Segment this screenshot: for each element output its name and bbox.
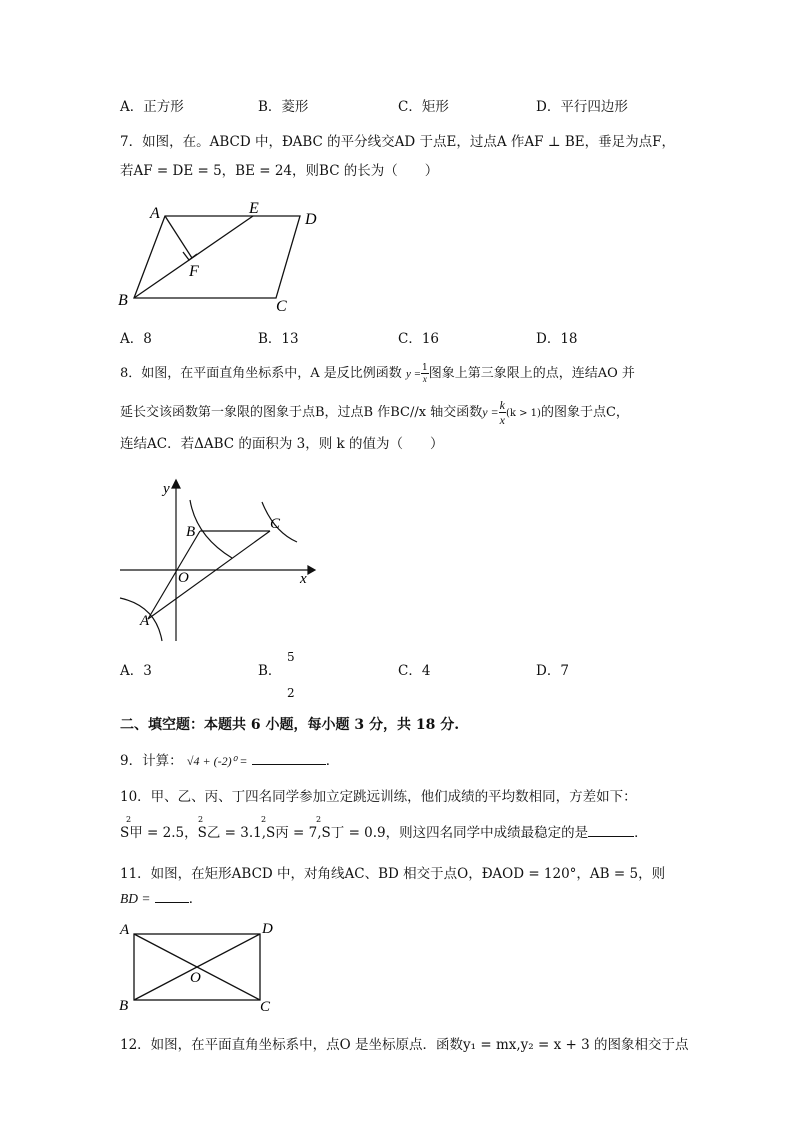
q8-text-2a: 延长交该函数第一象限的图象于点B，过点B 作BC//x 轴交函数 bbox=[120, 405, 483, 420]
q7-option-c: C．16 bbox=[398, 331, 440, 347]
q11-label-b: B bbox=[119, 998, 129, 1014]
q11-line-1: 11．如图，在矩形ABCD 中，对角线AC、BD 相交于点O，ÐAOD = 120°，AB = 5，则 bbox=[120, 866, 666, 882]
q7-option-b: B．13 bbox=[258, 331, 299, 347]
q8-frac1-den: x bbox=[422, 374, 427, 384]
q9-line bbox=[120, 751, 339, 771]
q8-frac2-cond: (k > 1) bbox=[505, 408, 541, 419]
q8-option-b: B． bbox=[258, 663, 282, 679]
q8-frac2-lhs: y = bbox=[482, 405, 499, 419]
q11-line-2 bbox=[120, 889, 202, 909]
q7-label-b: B bbox=[118, 292, 128, 309]
q8-frac1-num: 1 bbox=[422, 363, 428, 373]
q7-option-a: A．8 bbox=[120, 331, 152, 347]
q10-line-2 bbox=[120, 823, 648, 843]
q8-option-a: A．3 bbox=[120, 663, 152, 679]
q7-text-a: 7．如图，在 bbox=[120, 134, 197, 150]
q7-parallelogram-figure bbox=[112, 196, 342, 316]
q6-option-b: B．菱形 bbox=[258, 99, 309, 115]
q8-label-x: x bbox=[300, 571, 307, 587]
q8-label-a: A bbox=[140, 613, 150, 629]
q10-sup-bing: 2 bbox=[261, 815, 267, 824]
q9-answer-blank[interactable] bbox=[252, 764, 326, 765]
q7-label-a: A bbox=[150, 205, 160, 222]
q7-line-1 bbox=[120, 132, 675, 152]
q8-frac2-num: k bbox=[499, 398, 505, 412]
y-axis-arrow bbox=[172, 480, 180, 488]
segment-ab bbox=[148, 531, 200, 619]
q7-text-b: 。ABCD 中， bbox=[196, 134, 282, 150]
q11-suffix: ． bbox=[188, 891, 203, 907]
q8-line-2 bbox=[120, 398, 629, 427]
q9-prefix: 9．计算： bbox=[120, 753, 183, 769]
q8-line-3: 连结AC．若ΔABC 的面积为 3，则 k 的值为（ ） bbox=[120, 436, 444, 452]
q10-sup-ding: 2 bbox=[316, 815, 322, 824]
q7-label-e: E bbox=[249, 200, 259, 217]
q10-sup-jia: 2 bbox=[126, 815, 132, 824]
section-2-title: 二、填空题：本题共 6 小题，每小题 3 分，共 18 分. bbox=[120, 717, 460, 733]
q7-label-f: F bbox=[189, 263, 199, 280]
q8-option-d: D．7 bbox=[536, 663, 569, 679]
q6-option-a: A．正方形 bbox=[120, 99, 184, 115]
q8-label-b: B bbox=[186, 524, 196, 540]
hyperbola-y1x-q1 bbox=[190, 500, 232, 558]
q10-variances-text: S甲 = 2.5，S乙 = 3.1,S丙 = 7,S丁 = 0.9，则这四名同学中成绩最稳定的是 bbox=[120, 825, 589, 841]
q8-line-1 bbox=[120, 363, 635, 384]
q8-option-b-num: 5 bbox=[287, 650, 295, 664]
q7-label-c: C bbox=[276, 298, 287, 315]
q8-text-1b: 图象上第三象限上的点，连结AO 并 bbox=[428, 366, 635, 381]
q8-frac1 bbox=[421, 363, 429, 384]
q8-coordinate-figure bbox=[112, 476, 317, 646]
x-axis-arrow bbox=[308, 566, 315, 574]
q8-label-y: y bbox=[163, 481, 170, 497]
q8-label-c: C bbox=[270, 516, 281, 532]
q7-option-d: D．18 bbox=[536, 331, 578, 347]
q11-rectangle-figure bbox=[114, 918, 284, 1014]
q8-label-o: O bbox=[178, 570, 189, 586]
q8-text-1a: 8．如图，在平面直角坐标系中，A 是反比例函数 bbox=[120, 366, 402, 381]
q8-option-b-den: 2 bbox=[287, 686, 295, 700]
q6-option-c: C．矩形 bbox=[398, 99, 449, 115]
q6-option-d: D．平行四边形 bbox=[536, 99, 628, 115]
q9-suffix: ． bbox=[325, 753, 340, 769]
q8-frac2-den: x bbox=[499, 413, 505, 427]
segment-af bbox=[165, 216, 192, 258]
q7-line-2: 若AF = DE = 5，BE = 24，则BC 的长为（ ） bbox=[120, 163, 439, 179]
q10-answer-blank[interactable] bbox=[588, 836, 634, 837]
q11-bd-label: BD = bbox=[120, 891, 151, 906]
q9-expression: √4 + (-2)⁰ = bbox=[186, 754, 248, 768]
q10-suffix: ． bbox=[634, 825, 648, 841]
q10-sup-yi: 2 bbox=[198, 815, 204, 824]
q8-frac1-lhs: y = bbox=[405, 368, 421, 380]
q8-option-c: C．4 bbox=[398, 663, 431, 679]
parallelogram-abcd bbox=[134, 216, 300, 298]
q11-label-o: O bbox=[190, 970, 201, 986]
q11-label-c: C bbox=[260, 999, 271, 1014]
q8-text-2b: 的图象于点C， bbox=[540, 405, 629, 420]
q12-line-1: 12．如图，在平面直角坐标系中，点O 是坐标原点．函数y₁ = mx,y₂ = x + 3 的图象相交于点 bbox=[120, 1037, 689, 1053]
q10-line-1: 10．甲、乙、丙、丁四名同学参加立定跳远训练，他们成绩的平均数相同，方差如下： bbox=[120, 789, 637, 805]
q8-frac2 bbox=[499, 398, 506, 427]
segment-ac bbox=[148, 531, 270, 619]
q7-text-c: ÐABC 的平分线交AD 于点E，过点A 作AF ⊥ BE，垂足为点F， bbox=[281, 134, 675, 150]
q7-label-d: D bbox=[305, 211, 317, 228]
q11-answer-blank[interactable] bbox=[155, 902, 189, 903]
q11-label-d: D bbox=[262, 921, 273, 937]
q11-label-a: A bbox=[120, 922, 130, 938]
